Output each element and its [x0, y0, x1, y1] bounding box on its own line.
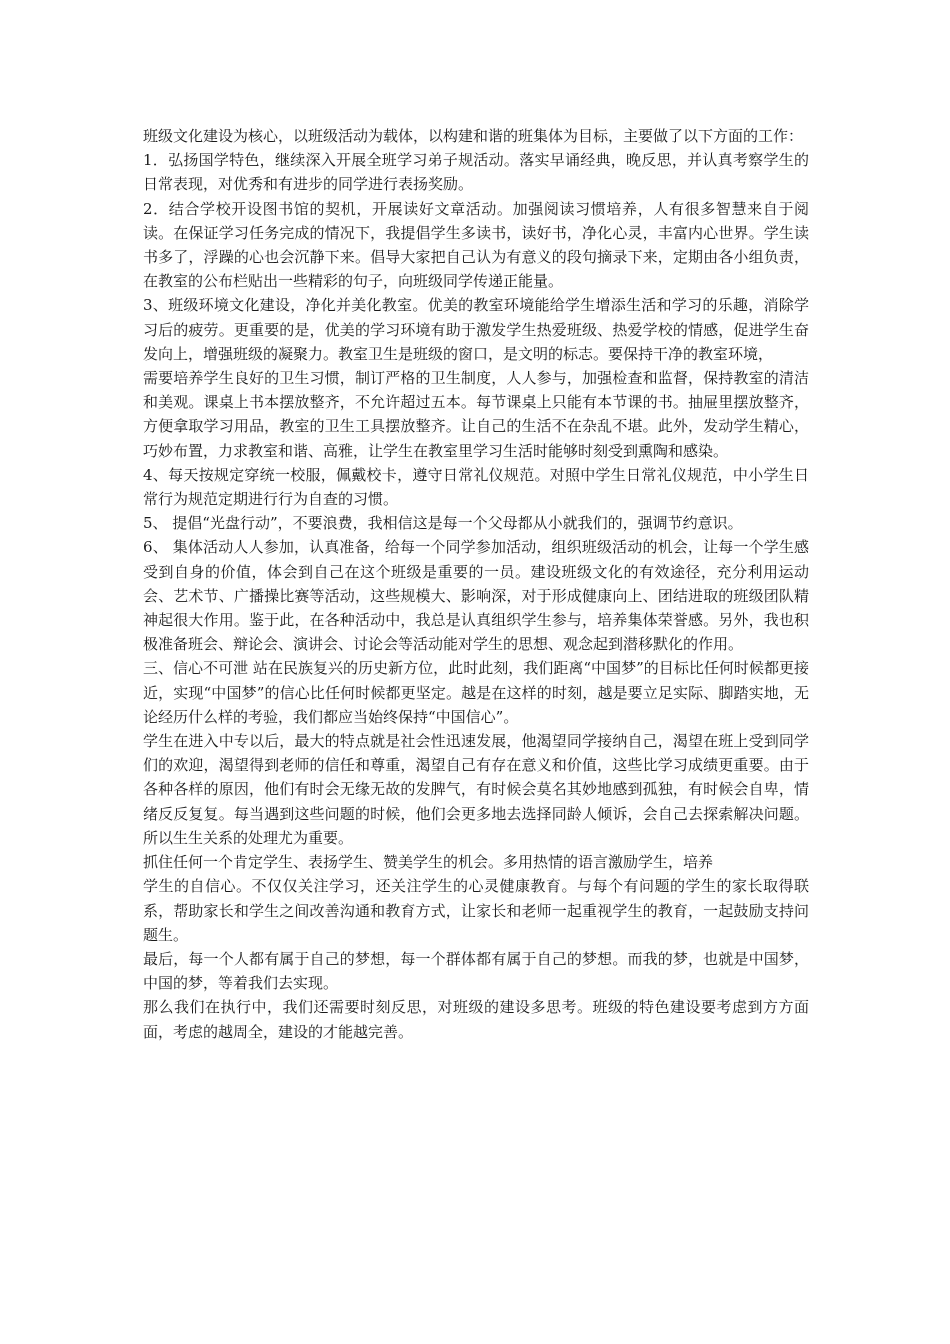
paragraph-students: 学生在进入中专以后，最大的特点就是社会性迅速发展，他渴望同学接纳自己，渴望在班上受到同学们的欢迎，渴望得到老师的信任和尊重，渴望自己有存在意义和价值，这些比学习成绩更重要。由于各种各样的原因，他们有时会无缘无故的发脾气，有时候会莫名其妙地感到孤独，有时候会自卑，情绪反反复复。每当遇到这些问题的时候，他们会更多地去选择同龄人倾诉，会自己去探索解决问题。所以生生关系的处理尤为重要。 [143, 732, 809, 847]
paragraph-item-4: 4、每天按规定穿统一校服，佩戴校卡，遵守日常礼仪规范。对照中学生日常礼仪规范，中小学生日常行为规范定期进行行为自查的习惯。 [143, 465, 809, 509]
document-body [143, 124, 809, 1044]
paragraph-item-2: 2．结合学校开设图书馆的契机，开展读好文章活动。加强阅读习惯培养，人有很多智慧来自于阅读。在保证学习任务完成的情况下，我提倡学生多读书，读好书，净化心灵，丰富内心世界。学生读书多了，浮躁的心也会沉静下来。倡导大家把自己认为有意义的段句摘录下来，定期由各小组负责，在教室的公布栏贴出一些精彩的句子，向班级同学传递正能量。 [143, 199, 809, 291]
paragraph-item-6: 6、 集体活动人人参加，认真准备，给每一个同学参加活动，组织班级活动的机会，让每一个学生感受到自身的价值，体会到自己在这个班级是重要的一员。建设班级文化的有效途径，充分利用运动会、艺术节、广播操比赛等活动，这些规模大、影响深，对于形成健康向上、团结进取的班级团队精神起很大作用。鉴于此，在各种活动中，我总是认真组织学生参与，培养集体荣誉感。另外，我也积极准备班会、辩论会、演讲会、讨论会等活动能对学生的思想、观念起到潜移默化的作用。 [143, 538, 809, 654]
paragraph-item-3-continued: 需要培养学生良好的卫生习惯，制订严格的卫生制度，人人参与，加强检查和监督，保持教室的清洁和美观。课桌上书本摆放整齐，不允许超过五本。每节课桌上只能有本节课的书。抽屉里摆放整齐，方便拿取学习用品，教室的卫生工具摆放整齐。让自己的生活不在杂乱不堪。此外，发动学生精心，巧妙布置，力求教室和谐、高雅，让学生在教室里学习生活时能够时刻受到熏陶和感染。 [143, 369, 809, 460]
paragraph-encourage: 抓住任何一个肯定学生、表扬学生、赞美学生的机会。多用热情的语言激励学生，培养 [143, 853, 714, 872]
paragraph-item-5: 5、 提倡“光盘行动”，不要浪费，我相信这是每一个父母都从小就我们的，强调节约意识。 [143, 514, 743, 533]
paragraph-item-3: 3、班级环境文化建设，净化并美化教室。优美的教室环境能给学生增添生活和学习的乐趣，消除学习后的疲劳。更重要的是，优美的学习环境有助于激发学生热爱班级、热爱学校的情感，促进学生奋发向上，增强班级的凝聚力。教室卫生是班级的窗口，是文明的标志。要保持干净的教室环境， [143, 296, 809, 363]
paragraph-dream: 最后，每一个人都有属于自己的梦想，每一个群体都有属于自己的梦想。而我的梦，也就是中国梦，中国的梦，等着我们去实现。 [143, 949, 809, 993]
paragraph-section-3: 三、信心不可泄 站在民族复兴的历史新方位，此时此刻，我们距离“中国梦”的目标比任何时候都更接近，实现“中国梦”的信心比任何时候都更坚定。越是在这样的时刻，越是要立足实际、脚踏实地，无论经历什么样的考验，我们都应当始终保持“中国信心”。 [143, 659, 809, 726]
paragraph-item-1: 1．弘扬国学特色，继续深入开展全班学习弟子规活动。落实早诵经典，晚反思，并认真考察学生的日常表现，对优秀和有进步的同学进行表扬奖励。 [143, 151, 809, 194]
paragraph-intro: 班级文化建设为核心，以班级活动为载体，以构建和谐的班集体为目标，主要做了以下方面的工作： [143, 127, 804, 145]
paragraph-conclusion: 那么我们在执行中，我们还需要时刻反思，对班级的建设多思考。班级的特色建设要考虑到方方面面，考虑的越周全，建设的才能越完善。 [143, 998, 809, 1041]
paragraph-confidence: 学生的自信心。不仅仅关注学习，还关注学生的心灵健康教育。与每个有问题的学生的家长取得联系，帮助家长和学生之间改善沟通和教育方式，让家长和老师一起重视学生的教育，一起鼓励支持问题生。 [143, 877, 809, 944]
